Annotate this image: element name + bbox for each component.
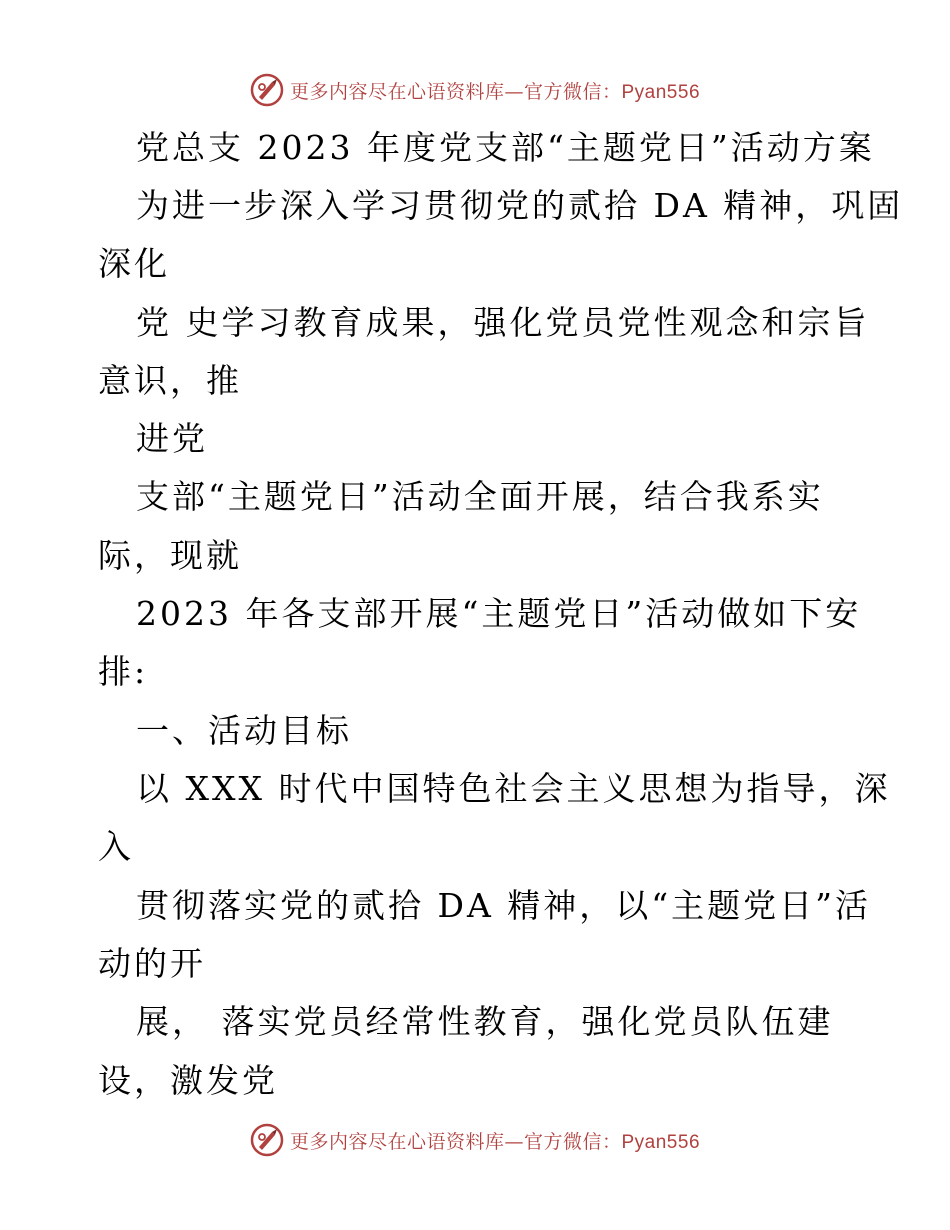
paragraph-line: 展， 落实党员经常性教育，强化党员队伍建 xyxy=(136,1002,834,1041)
paragraph-line: 为进一步深入学习贯彻党的贰拾 DA 精神，巩固 xyxy=(136,186,904,225)
paragraph-line: 排: xyxy=(98,652,149,691)
paragraph-line: 进党 xyxy=(136,419,208,458)
paragraph-line: 意识，推 xyxy=(98,361,242,400)
logo-icon xyxy=(250,73,284,107)
banner-wechat-text: 官方微信：Pyan556 xyxy=(524,81,701,103)
banner-site-text: 更多内容尽在心语资料库 xyxy=(289,80,505,103)
banner-separator: — xyxy=(504,80,524,103)
paragraph-line: 际，现就 xyxy=(98,536,242,575)
paragraph-line: 入 xyxy=(98,827,134,866)
paragraph-line: 以 XXX 时代中国特色社会主义思想为指导，深 xyxy=(136,769,891,808)
paragraph-line: 设，激发党 xyxy=(98,1061,278,1100)
document-title: 党总支 2023 年度党支部“主题党日”活动方案 xyxy=(136,128,875,167)
paragraph-line: 党 史学习教育成果，强化党员党性观念和宗旨 xyxy=(136,303,870,342)
logo-icon xyxy=(250,1123,284,1157)
paragraph-line: 贯彻落实党的贰拾 DA 精神，以“主题党日”活 xyxy=(136,886,872,925)
banner-site-text: 更多内容尽在心语资料库 xyxy=(289,1130,505,1153)
paragraph-line: 支部“主题党日”活动全面开展，结合我系实 xyxy=(136,477,824,516)
header-watermark-banner xyxy=(0,70,950,110)
section-heading: 一、活动目标 xyxy=(136,711,352,750)
paragraph-line: 2023 年各支部开展“主题党日”活动做如下安 xyxy=(136,594,862,633)
footer-watermark-banner xyxy=(0,1120,950,1160)
paragraph-line: 深化 xyxy=(98,244,170,283)
banner-wechat-text: 官方微信：Pyan556 xyxy=(524,1131,701,1153)
banner-separator: — xyxy=(504,1130,524,1153)
paragraph-line: 动的开 xyxy=(98,944,206,983)
